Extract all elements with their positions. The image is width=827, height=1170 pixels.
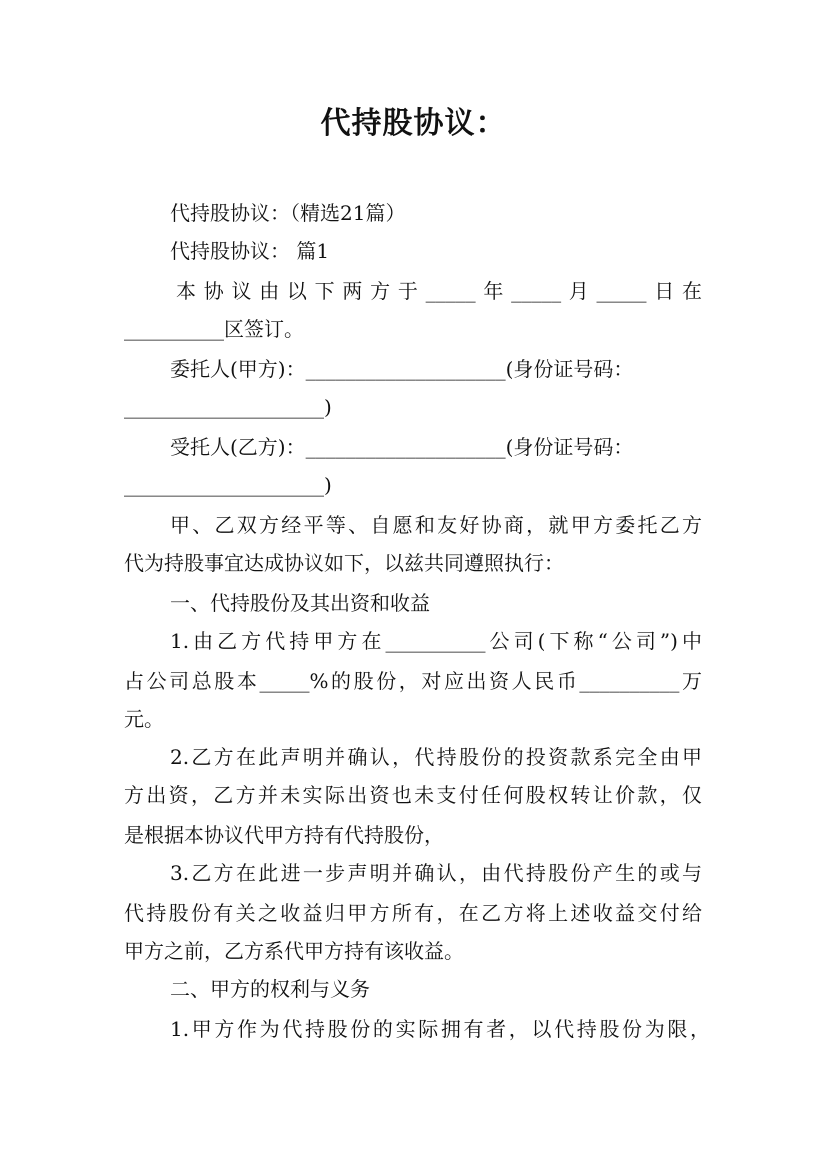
paragraph-line: __________区签订。 bbox=[124, 317, 304, 341]
paragraph-line: 是根据本协议代甲方持有代持股份， bbox=[124, 823, 444, 847]
paragraph-line: 甲、乙双方经平等、自愿和友好协商，就甲方委托乙方 bbox=[170, 513, 702, 537]
document-title: 代持股协议： bbox=[320, 106, 507, 141]
paragraph-line: 本协议由以下两方于_____年_____月_____日在 bbox=[176, 279, 702, 303]
section-heading: 二、甲方的权利与义务 bbox=[170, 977, 370, 1001]
paragraph-line: 占公司总股本_____%的股份，对应出资人民币__________万 bbox=[124, 669, 702, 693]
paragraph-line: 代持股协议： 篇1 bbox=[170, 239, 330, 263]
paragraph-line: 代持股份有关之收益归甲方所有，在乙方将上述收益交付给 bbox=[124, 901, 702, 925]
paragraph-line: 甲方之前，乙方系代甲方持有该收益。 bbox=[124, 939, 464, 963]
paragraph-line: 3.乙方在此进一步声明并确认，由代持股份产生的或与 bbox=[170, 861, 702, 885]
paragraph-line: 元。 bbox=[124, 707, 164, 731]
paragraph-line: 2.乙方在此声明并确认，代持股份的投资款系完全由甲 bbox=[170, 745, 702, 769]
paragraph-line: 代为持股事宜达成协议如下，以兹共同遵照执行： bbox=[124, 551, 564, 575]
paragraph-line: 方出资，乙方并未实际出资也未支付任何股权转让价款，仅 bbox=[124, 783, 702, 807]
paragraph-line: 委托人(甲方)：____________________(身份证号码： bbox=[170, 357, 634, 381]
paragraph-line: 1.由乙方代持甲方在__________公司(下称“公司”)中 bbox=[170, 629, 702, 653]
paragraph-line: 1.甲方作为代持股份的实际拥有者，以代持股份为限， bbox=[170, 1017, 710, 1041]
paragraph-line: ____________________) bbox=[124, 395, 332, 419]
paragraph-line: 受托人(乙方)：____________________(身份证号码： bbox=[170, 435, 634, 459]
paragraph-line: 代持股协议：（精选21篇） bbox=[170, 201, 406, 225]
section-heading: 一、代持股份及其出资和收益 bbox=[170, 591, 430, 615]
paragraph-line: ____________________) bbox=[124, 473, 332, 497]
